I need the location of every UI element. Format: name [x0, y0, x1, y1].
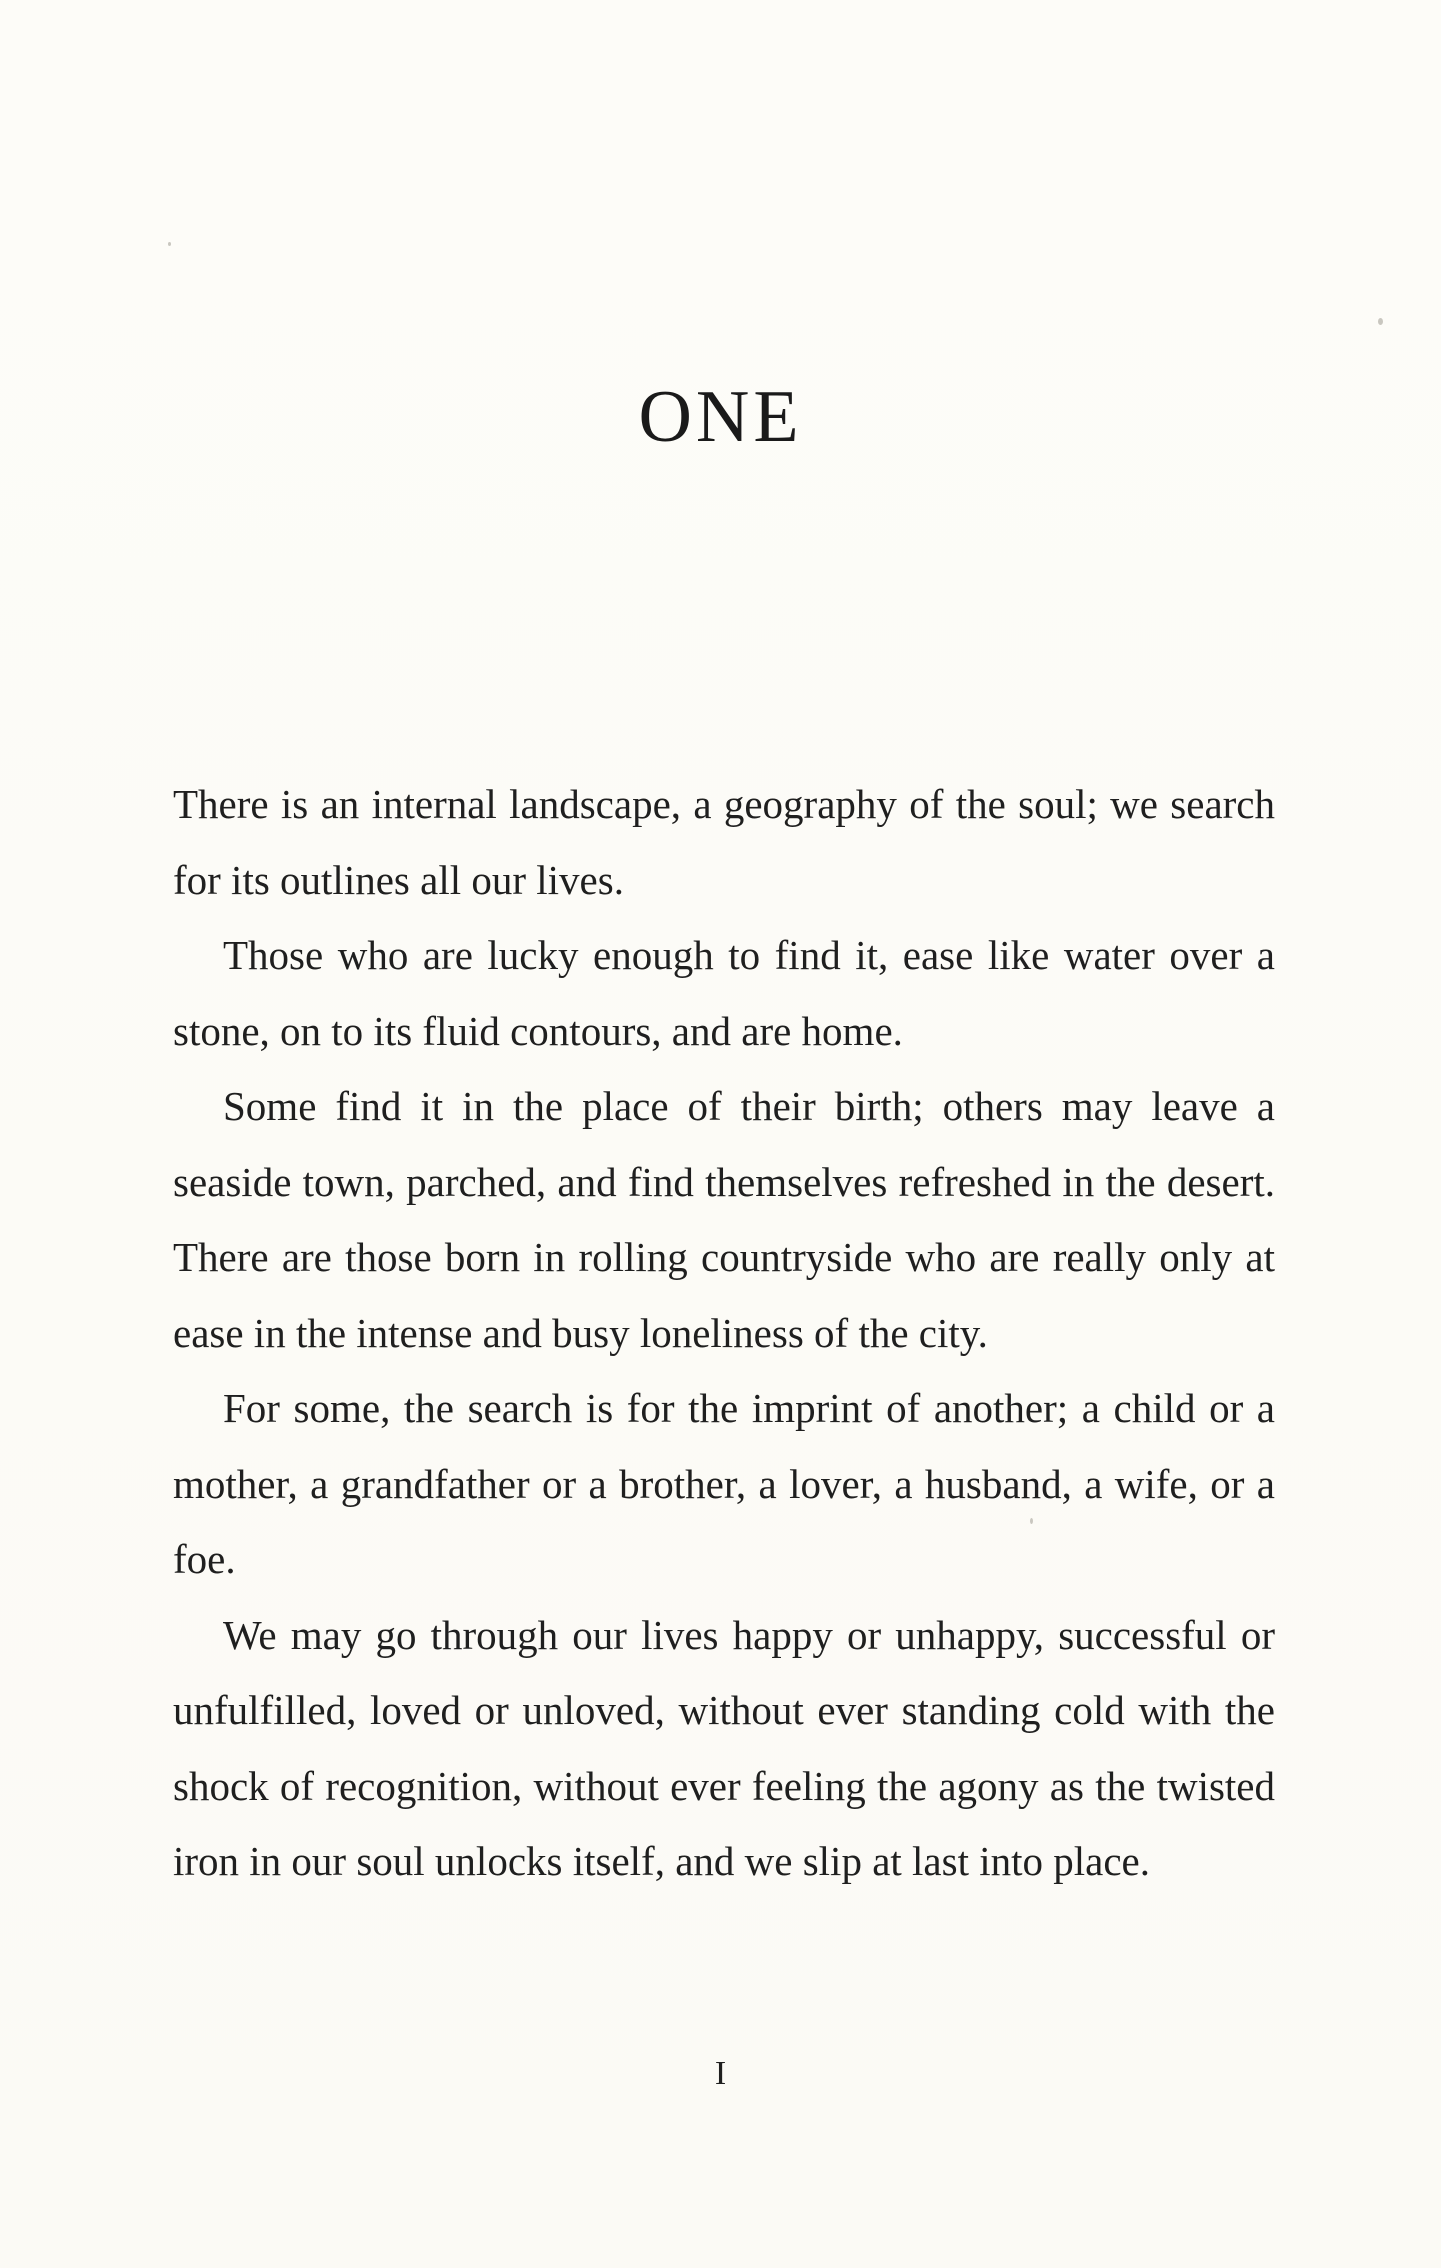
- paragraph: Those who are lucky enough to find it, ease like water over a stone, on to its fluid contours, and are home.: [173, 932, 1275, 1054]
- chapter-title: ONE: [638, 376, 803, 458]
- paragraph: Some find it in the place of their birth; others may leave a seaside town, parched, and find themselves refreshed in the desert. There are those born in rolling countryside who are really only at ease in the intense and busy loneliness of the city.: [173, 1083, 1275, 1356]
- paragraph: We may go through our lives happy or unhappy, successful or unfulfilled, loved or unloved, without ever standing cold with the shock of recognition, without ever feeling the agony as the twisted iron in our soul unlocks itself, and we slip at last into place.: [173, 1611, 1275, 1884]
- paper-speck: [1378, 318, 1383, 325]
- paragraph: There is an internal landscape, a geography of the soul; we search for its outlines all our lives.: [173, 781, 1275, 903]
- page-number: I: [714, 2055, 727, 2092]
- paper-speck: [168, 242, 171, 246]
- chapter-body: [173, 767, 1275, 1900]
- paragraph: For some, the search is for the imprint of another; a child or a mother, a grandfather or a brother, a lover, a husband, a wife, or a foe.: [173, 1385, 1275, 1582]
